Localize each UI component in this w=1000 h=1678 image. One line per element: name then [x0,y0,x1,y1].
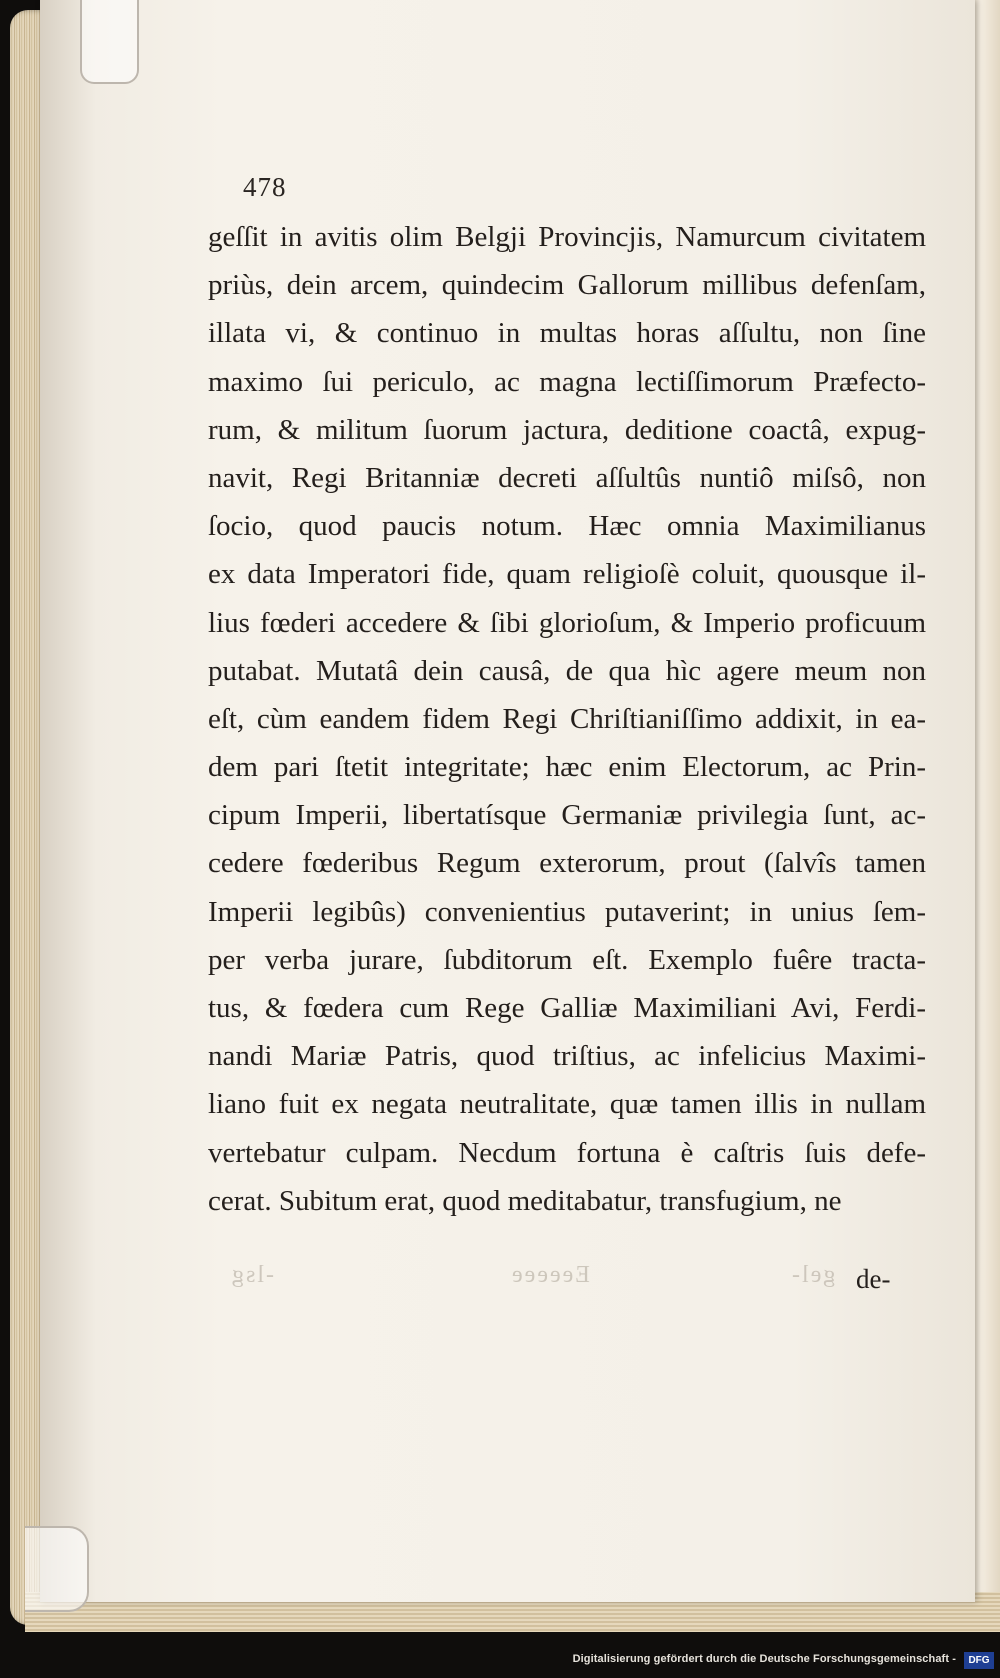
page-clip-top [80,0,139,84]
text-line: ex data Imperatori fide, quam religioſè coluit, quousque il- [208,558,926,591]
text-line: maximo ſui periculo, ac magna lectiſſimorum Præfecto- [208,365,926,398]
text-line: cipum Imperii, libertatísque Germaniæ privilegia ſunt, ac- [208,799,926,832]
text-line: ſocio, quod paucis notum. Hæc omnia Maximilianus [208,510,926,543]
text-line: per verba jurare, ſubditorum eſt. Exemplo fuêre tracta- [208,943,926,976]
bleed-through-text: Eeeeee [510,1262,590,1288]
text-line: eſt, cùm eandem fidem Regi Chriſtianiſſimo addixit, in ea- [208,702,926,735]
text-line: putabat. Mutatâ dein causâ, de qua hìc agere meum non [208,654,926,687]
text-line: vertebatur culpam. Necdum fortuna è caſtris ſuis defe- [208,1136,926,1169]
text-line: priùs, dein arcem, quindecim Gallorum millibus defenſam, [208,269,926,302]
text-line: nandi Mariæ Patris, quod triſtius, ac infelicius Maximi- [208,1040,926,1073]
text-line: navit, Regi Britanniæ decreti aſſultûs nuntiô miſsô, non [208,461,926,494]
text-line: liano fuit ex negata neutralitate, quæ tamen illis in nullam [208,1088,926,1121]
page-body-text [208,213,926,1225]
text-line: Imperii legibûs) convenientius putaverint; in unius ſem- [208,895,926,928]
text-line: cerat. Subitum erat, quod meditabatur, transfugium, ne [208,1184,842,1217]
catchword: de- [856,1264,891,1294]
text-line: lius fœderi accedere & ſibi glorioſum, & Imperio proficuum [208,606,926,639]
text-line: rum, & militum ſuorum jactura, deditione coactâ, expug- [208,413,926,446]
footer-bar [0,1644,1000,1678]
text-line: cedere fœderibus Regum exterorum, prout (ſalvîs tamen [208,847,926,880]
bleed-through-text: gel- [790,1262,836,1288]
text-line: illata vi, & continuo in multas horas aſſultu, non ſine [208,317,926,350]
text-line: tus, & fœdera cum Rege Galliæ Maximiliani Avi, Ferdi- [208,992,926,1024]
dfg-logo: DFG [964,1652,994,1669]
text-line: geſſit in avitis olim Belgji Provincjis, Namurcum civitatem [208,221,926,253]
text-line: dem pari ſtetit integritate; hæc enim Electorum, ac Prin- [208,751,926,784]
digitization-credit: Digitalisierung gefördert durch die Deutsche Forschungsgemeinschaft - [572,1653,956,1665]
page-clip-bottom [25,1526,89,1612]
page-number: 478 [243,172,287,202]
bleed-through-text: -lsg [230,1262,274,1288]
